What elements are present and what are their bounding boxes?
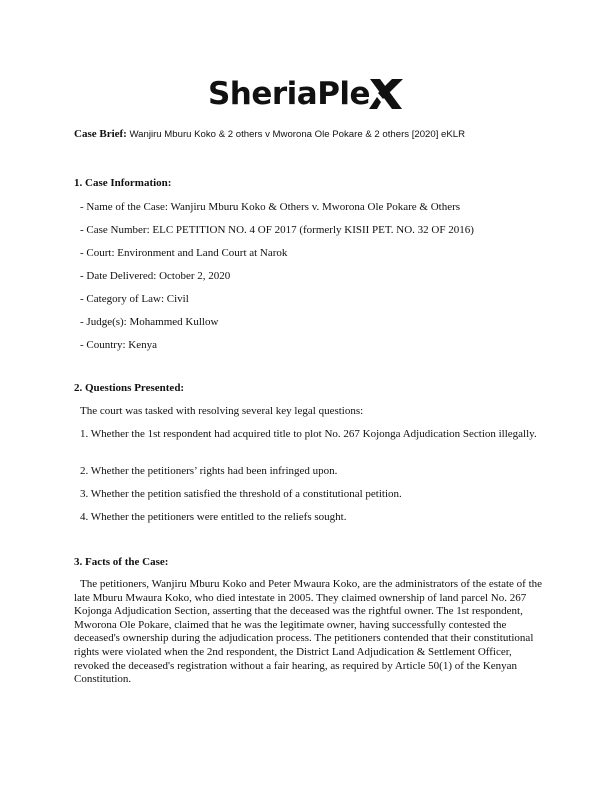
x-mark-icon: [368, 77, 404, 111]
case-info-item: - Date Delivered: October 2, 2020: [80, 270, 231, 282]
case-info-item: - Court: Environment and Land Court at Narok: [80, 247, 288, 259]
case-info-item: - Country: Kenya: [80, 339, 157, 351]
questions-intro: The court was tasked with resolving several key legal questions:: [80, 405, 364, 417]
logo-text: SheriaPle: [207, 76, 371, 112]
section-heading-case-information: 1. Case Information:: [74, 177, 172, 189]
case-brief-title: Wanjiru Mburu Koko & 2 others v Mworona Ole Pokare & 2 others [2020] eKLR: [129, 129, 466, 140]
facts-paragraph: The petitioners, Wanjiru Mburu Koko and Peter Mwaura Koko, are the administrators of the estate of the late Mburu Mwaura Koko, who died intestate in 2005. They claimed ownership of land parcel No. 267 Kojonga Adjudication Section, asserting that the deceased was the rightful owner. The 1st respondent, Mworona Ole Pokare, claimed that he was the legitimate owner, having successfully contested the deceased's ownership during the adjudication process. The petitioners contended that their constitutional rights were violated when the 2nd respondent, the District Land Adjudication & Settlement Officer, revoked the deceased's registration without a fair hearing, as required by Article 50(1) of the Kenyan Constitution.: [74, 578, 543, 686]
case-info-item: - Category of Law: Civil: [80, 293, 189, 305]
case-brief-label: Case Brief:: [74, 128, 127, 140]
case-brief-line: [74, 128, 465, 140]
question-item: 1. Whether the 1st respondent had acquired title to plot No. 267 Kojonga Adjudication Section illegally.: [80, 428, 537, 440]
question-item: 4. Whether the petitioners were entitled to the reliefs sought.: [80, 511, 347, 523]
case-info-item: - Name of the Case: Wanjiru Mburu Koko & Others v. Mworona Ole Pokare & Others: [80, 201, 461, 213]
section-heading-questions-presented: 2. Questions Presented:: [74, 382, 185, 394]
case-info-item: - Case Number: ELC PETITION NO. 4 OF 2017 (formerly KISII PET. NO. 32 OF 2016): [80, 224, 474, 236]
question-item: 2. Whether the petitioners’ rights had been infringed upon.: [80, 465, 338, 477]
case-info-item: - Judge(s): Mohammed Kullow: [80, 316, 219, 328]
section-heading-facts: 3. Facts of the Case:: [74, 556, 169, 568]
sheriaplex-logo: [0, 76, 612, 120]
question-item: 3. Whether the petition satisfied the threshold of a constitutional petition.: [80, 488, 402, 500]
